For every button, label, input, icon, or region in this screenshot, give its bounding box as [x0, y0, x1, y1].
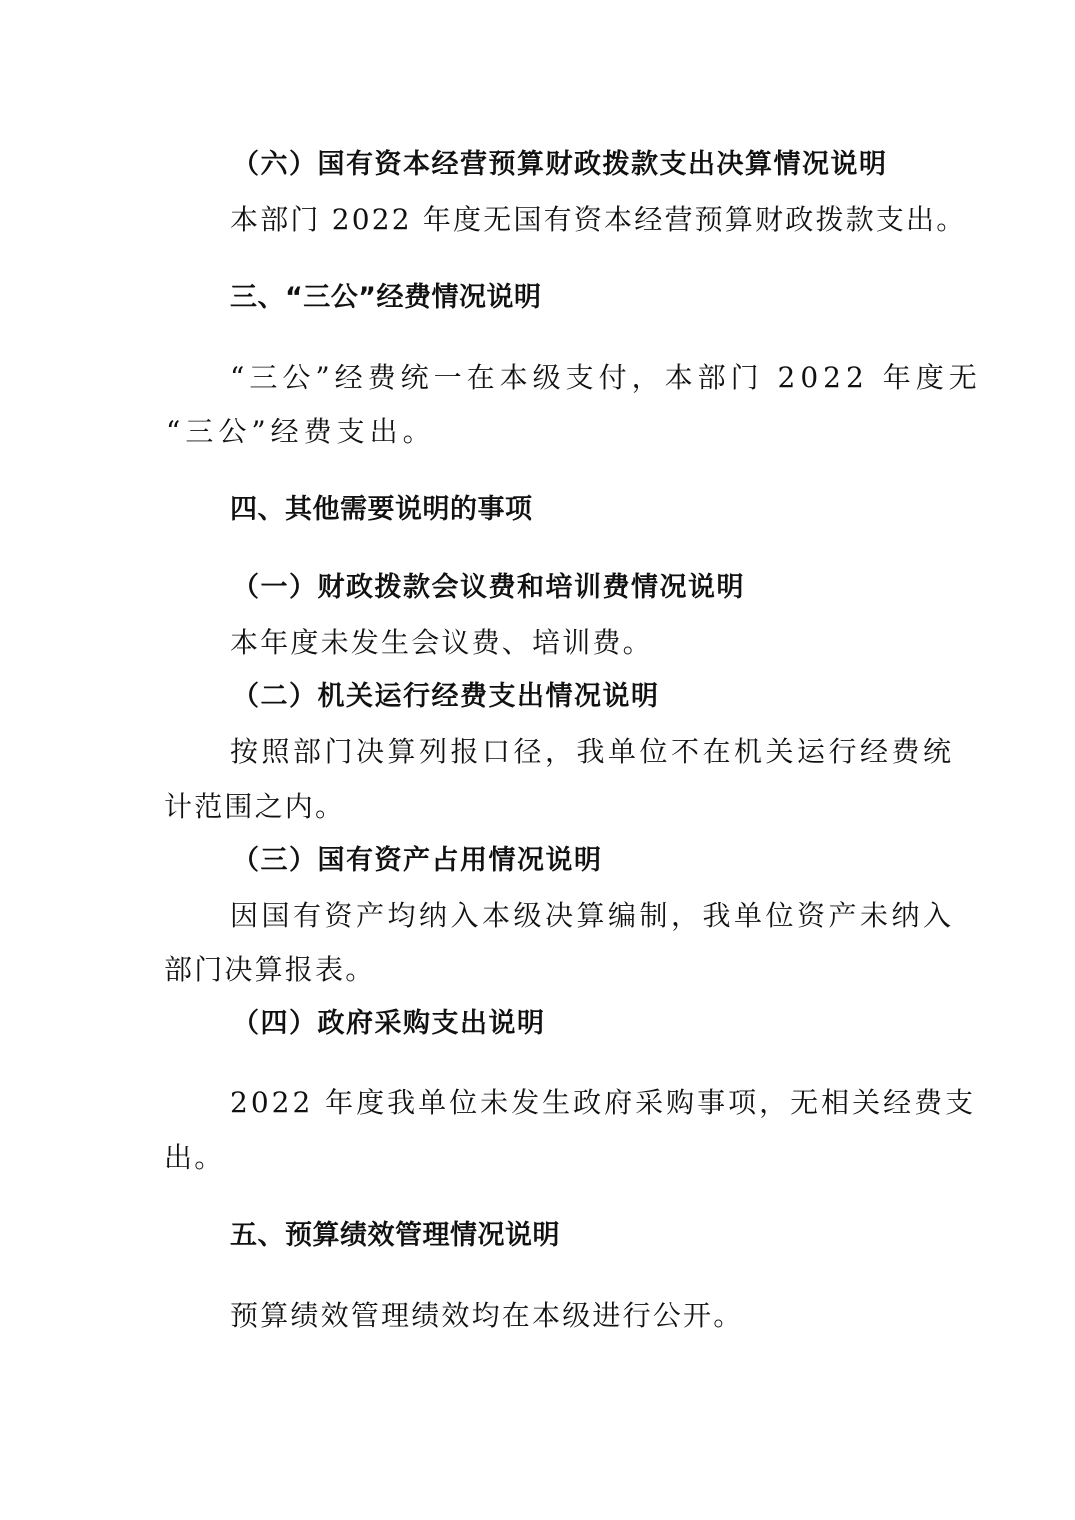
section-3-body-line1: “三公”经费统一在本级支付，本部门 2022 年度无: [230, 361, 982, 394]
section-4-2-body-line2: 计范围之内。: [164, 790, 346, 823]
section-4-1-body: 本年度未发生会议费、培训费。: [230, 626, 653, 659]
section-4-3-body-line2: 部门决算报表。: [164, 953, 376, 986]
section-4-4-body-line2: 出。: [164, 1141, 225, 1174]
section-6-body: 本部门 2022 年度无国有资本经营预算财政拨款支出。: [230, 203, 967, 236]
section-3-body-line2: “三公”经费支出。: [166, 415, 436, 448]
section-4-2-body-line1: 按照部门决算列报口径，我单位不在机关运行经费统: [230, 735, 955, 768]
section-4-2-heading: （二）机关运行经费支出情况说明: [232, 681, 660, 712]
section-4-3-heading: （三）国有资产占用情况说明: [232, 845, 603, 876]
section-4-1-heading: （一）财政拨款会议费和培训费情况说明: [232, 572, 745, 603]
section-4-heading: 四、其他需要说明的事项: [230, 494, 533, 525]
section-5-heading: 五、预算绩效管理情况说明: [230, 1220, 560, 1251]
section-3-heading: 三、“三公”经费情况说明: [230, 282, 542, 313]
section-6-heading: （六）国有资本经营预算财政拨款支出决算情况说明: [232, 149, 888, 180]
section-4-3-body-line1: 因国有资产均纳入本级决算编制，我单位资产未纳入: [230, 899, 955, 932]
section-5-body: 预算绩效管理绩效均在本级进行公开。: [230, 1299, 744, 1332]
section-4-4-body-line1: 2022 年度我单位未发生政府采购事项，无相关经费支: [230, 1086, 977, 1119]
section-4-4-heading: （四）政府采购支出说明: [232, 1008, 546, 1039]
